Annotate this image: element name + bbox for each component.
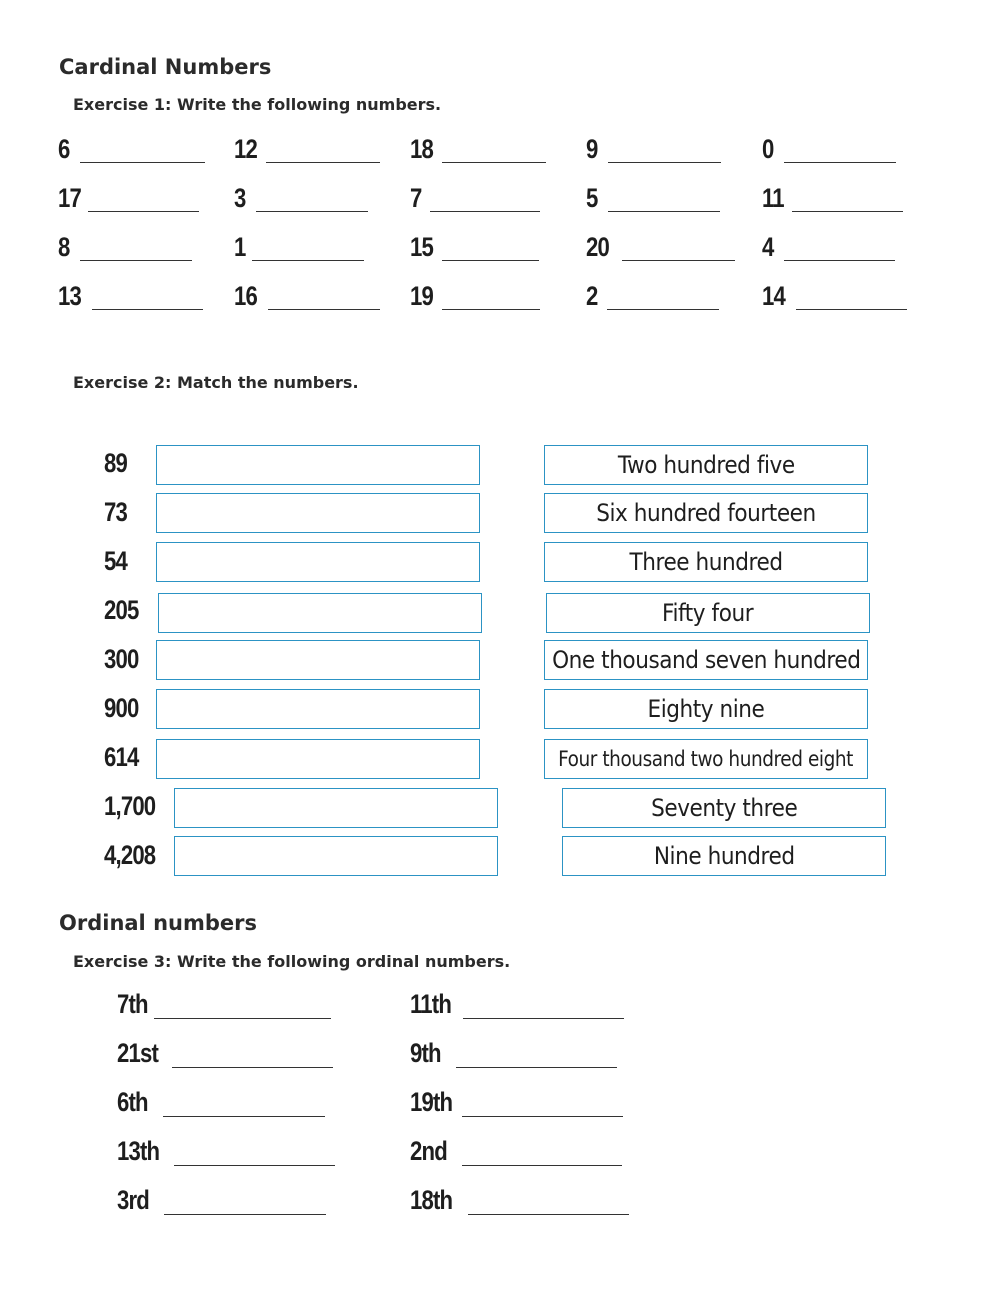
- ex1-number: 7: [410, 183, 422, 213]
- ex3-ordinal: 11th: [410, 989, 452, 1019]
- ex2-word-box[interactable]: [562, 836, 886, 876]
- ex1-answer-line[interactable]: [266, 162, 380, 163]
- ex2-word-box[interactable]: [562, 788, 886, 828]
- ex2-number: 900: [104, 693, 139, 723]
- ex1-number: 9: [586, 134, 598, 164]
- exercise1-instruction: Exercise 1: Write the following numbers.: [73, 95, 442, 114]
- ex1-answer-line[interactable]: [784, 260, 895, 261]
- ex1-number: 3: [234, 183, 246, 213]
- ex2-word: Fifty four: [662, 599, 754, 627]
- ex1-answer-line[interactable]: [430, 211, 540, 212]
- ex1-answer-line[interactable]: [607, 309, 719, 310]
- ex2-number: 300: [104, 644, 139, 674]
- section-title-ordinal: Ordinal numbers: [59, 911, 257, 935]
- ex1-number: 18: [410, 134, 433, 164]
- ex2-number: 4,208: [104, 840, 156, 870]
- ex1-answer-line[interactable]: [608, 162, 721, 163]
- ex1-number: 11: [762, 183, 784, 213]
- ex2-word: Two hundred five: [617, 451, 795, 479]
- ex3-ordinal: 9th: [410, 1038, 441, 1068]
- ex1-answer-line[interactable]: [784, 162, 896, 163]
- ex3-answer-line[interactable]: [468, 1214, 629, 1215]
- ex3-ordinal: 13th: [117, 1136, 160, 1166]
- exercise3-instruction: Exercise 3: Write the following ordinal numbers.: [73, 952, 511, 971]
- ex1-number: 17: [58, 183, 81, 213]
- ex2-number: 614: [104, 742, 139, 772]
- ex2-word: Six hundred fourteen: [596, 499, 816, 527]
- ex2-answer-box[interactable]: [156, 445, 480, 485]
- ex3-ordinal: 19th: [410, 1087, 453, 1117]
- ex2-word-box[interactable]: [544, 493, 868, 533]
- ex1-number: 13: [58, 281, 81, 311]
- ex1-answer-line[interactable]: [442, 260, 539, 261]
- ex3-ordinal: 21st: [117, 1038, 159, 1068]
- ex1-answer-line[interactable]: [88, 211, 199, 212]
- ex1-number: 15: [410, 232, 433, 262]
- ex2-number: 1,700: [104, 791, 156, 821]
- ex2-answer-box[interactable]: [156, 739, 480, 779]
- ex2-answer-box[interactable]: [156, 542, 480, 582]
- ex1-answer-line[interactable]: [80, 260, 192, 261]
- ex2-word: Eighty nine: [647, 695, 765, 723]
- ex2-answer-box[interactable]: [174, 788, 498, 828]
- ex1-answer-line[interactable]: [796, 309, 907, 310]
- ex2-word-box[interactable]: [544, 640, 868, 680]
- exercise2-instruction: Exercise 2: Match the numbers.: [73, 373, 359, 392]
- ex2-answer-box[interactable]: [156, 640, 480, 680]
- ex2-number: 205: [104, 595, 139, 625]
- ex2-word: Three hundred: [629, 548, 783, 576]
- ex3-answer-line[interactable]: [463, 1018, 624, 1019]
- ex2-answer-box[interactable]: [156, 689, 480, 729]
- ex3-answer-line[interactable]: [456, 1067, 617, 1068]
- ex2-answer-box[interactable]: [158, 593, 482, 633]
- ex1-answer-line[interactable]: [256, 211, 368, 212]
- ex1-number: 12: [234, 134, 257, 164]
- ex1-number: 14: [762, 281, 785, 311]
- ex1-number: 4: [762, 232, 774, 262]
- ex3-answer-line[interactable]: [174, 1165, 335, 1166]
- section-title-cardinal: Cardinal Numbers: [59, 55, 272, 79]
- ex3-answer-line[interactable]: [154, 1018, 331, 1019]
- ex1-answer-line[interactable]: [80, 162, 205, 163]
- ex1-number: 20: [586, 232, 609, 262]
- ex2-answer-box[interactable]: [156, 493, 480, 533]
- ex1-number: 2: [586, 281, 598, 311]
- ex1-number: 8: [58, 232, 70, 262]
- ex2-word: Seventy three: [650, 794, 798, 822]
- ex1-number: 5: [586, 183, 598, 213]
- ex3-ordinal: 18th: [410, 1185, 453, 1215]
- ex3-ordinal: 7th: [117, 989, 148, 1019]
- ex3-answer-line[interactable]: [462, 1165, 622, 1166]
- ex2-word: Nine hundred: [653, 842, 795, 870]
- ex3-answer-line[interactable]: [462, 1116, 623, 1117]
- ex2-answer-box[interactable]: [174, 836, 498, 876]
- ex2-word: One thousand seven hundred: [551, 646, 861, 674]
- ex2-number: 54: [104, 546, 127, 576]
- ex1-answer-line[interactable]: [252, 260, 364, 261]
- ex1-number: 1: [234, 232, 246, 262]
- ex2-word: Four thousand two hundred eight: [558, 747, 854, 771]
- ex3-answer-line[interactable]: [163, 1116, 325, 1117]
- ex1-answer-line[interactable]: [442, 162, 546, 163]
- ex2-number: 73: [104, 497, 127, 527]
- ex1-answer-line[interactable]: [442, 309, 540, 310]
- ex1-answer-line[interactable]: [268, 309, 380, 310]
- ex2-word-box[interactable]: [544, 739, 868, 779]
- ex2-word-box[interactable]: [544, 542, 868, 582]
- ex2-word-box[interactable]: [544, 689, 868, 729]
- ex3-ordinal: 2nd: [410, 1136, 447, 1166]
- ex3-ordinal: 6th: [117, 1087, 148, 1117]
- ex1-number: 0: [762, 134, 774, 164]
- ex1-answer-line[interactable]: [608, 211, 720, 212]
- ex2-word-box[interactable]: [544, 445, 868, 485]
- ex2-word-box[interactable]: [546, 593, 870, 633]
- ex1-answer-line[interactable]: [92, 309, 203, 310]
- ex1-number: 16: [234, 281, 257, 311]
- ex1-answer-line[interactable]: [622, 260, 735, 261]
- ex2-number: 89: [104, 448, 127, 478]
- ex1-number: 6: [58, 134, 70, 164]
- ex1-number: 19: [410, 281, 433, 311]
- ex3-ordinal: 3rd: [117, 1185, 150, 1215]
- ex1-answer-line[interactable]: [792, 211, 903, 212]
- ex3-answer-line[interactable]: [172, 1067, 333, 1068]
- ex3-answer-line[interactable]: [164, 1214, 326, 1215]
